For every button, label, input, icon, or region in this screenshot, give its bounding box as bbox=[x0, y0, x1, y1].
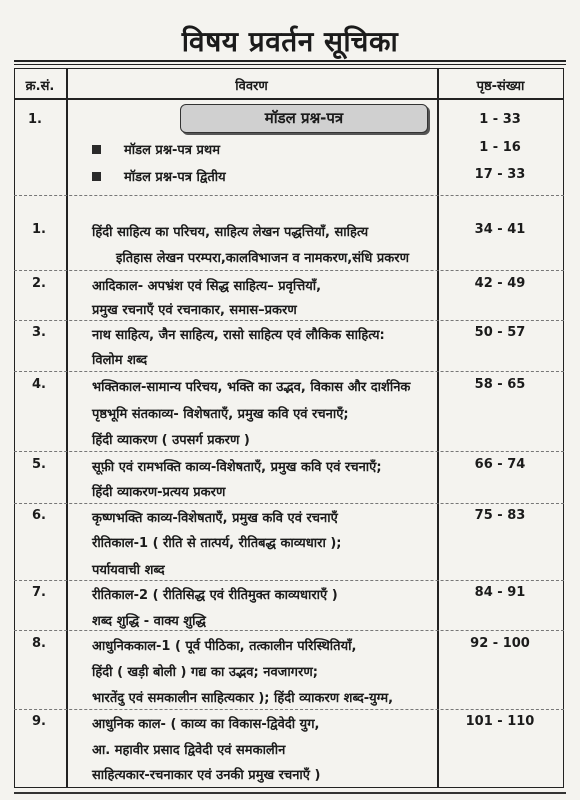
row-pages: 84 - 91 bbox=[474, 585, 526, 600]
row-text-line: शब्द शुद्धि - वाक्य शुद्धि bbox=[92, 614, 206, 629]
row-pages: 66 - 74 bbox=[474, 457, 526, 472]
header-pages: पृष्ठ-संख्या bbox=[476, 79, 525, 94]
row-pages: 101 - 110 bbox=[465, 714, 535, 729]
row-separator bbox=[14, 371, 564, 372]
row-number: 5. bbox=[32, 457, 46, 472]
row-text-line: नाथ साहित्य, जैन साहित्य, रासो साहित्य एवं लौकिक साहित्य: bbox=[92, 328, 385, 343]
model-paper-item: मॉडल प्रश्न-पत्र द्वितीय bbox=[124, 170, 226, 185]
row-pages: 1 - 33 bbox=[479, 112, 521, 127]
model-paper-item: मॉडल प्रश्न-पत्र प्रथम bbox=[124, 143, 220, 158]
row-text-line: भारतेंदु एवं समकालीन साहित्यकार ); हिंदी व्याकरण शब्द-युग्म, bbox=[92, 691, 394, 706]
row-separator bbox=[14, 630, 564, 631]
row-text-line: पृष्ठभूमि संतकाव्य- विशेषताएँ, प्रमुख कवि एवं रचनाएँ; bbox=[92, 407, 349, 422]
row-number: 8. bbox=[32, 636, 46, 651]
row-number: 1. bbox=[28, 112, 42, 127]
title-rule-thin bbox=[14, 64, 566, 65]
header-serial: क्र.सं. bbox=[25, 79, 55, 94]
model-paper-pages: 1 - 16 bbox=[479, 140, 521, 155]
row-text-line: आधुनिक काल- ( काव्य का विकास-द्विवेदी युग, bbox=[92, 717, 320, 732]
row-text-line: विलोम शब्द bbox=[92, 353, 148, 368]
row-pages: 58 - 65 bbox=[474, 377, 526, 392]
row-number: 2. bbox=[32, 276, 46, 291]
row-text-line: हिंदी व्याकरण ( उपसर्ग प्रकरण ) bbox=[92, 433, 250, 448]
row-text-line: कृष्णभक्ति काव्य-विशेषताएँ, प्रमुख कवि एवं रचनाएँ bbox=[92, 511, 338, 526]
row-number: 1. bbox=[32, 222, 46, 237]
row-text-line: आधुनिककाल-1 ( पूर्व पीठिका, तत्कालीन परिस्थितियाँ, bbox=[92, 639, 357, 654]
row-separator bbox=[14, 451, 564, 452]
row-pages: 75 - 83 bbox=[474, 508, 526, 523]
row-separator bbox=[14, 195, 564, 196]
column-divider-serial bbox=[66, 68, 68, 788]
row-text-line: आ. महावीर प्रसाद द्विवेदी एवं समकालीन bbox=[92, 743, 286, 758]
title-rule-thick bbox=[14, 60, 566, 62]
row-separator bbox=[14, 503, 564, 504]
row-number: 6. bbox=[32, 508, 46, 523]
bottom-rule bbox=[14, 792, 566, 794]
row-text-line: रीतिकाल-2 ( रीतिसिद्ध एवं रीतिमुक्त काव्यधाराएँ ) bbox=[92, 588, 338, 603]
row-text-line: हिंदी ( खड़ी बोली ) गद्य का उद्भव; नवजागरण; bbox=[92, 665, 318, 680]
row-number: 4. bbox=[32, 377, 46, 392]
row-pages: 34 - 41 bbox=[474, 222, 526, 237]
row-text-line: प्रमुख रचनाएँ एवं रचनाकार, समास–प्रकरण bbox=[92, 303, 297, 318]
row-separator bbox=[14, 709, 564, 710]
row-number: 3. bbox=[32, 325, 46, 340]
row-number: 9. bbox=[32, 714, 46, 729]
row-pages: 42 - 49 bbox=[474, 276, 526, 291]
square-bullet-icon bbox=[92, 172, 101, 181]
row-text-line: हिंदी साहित्य का परिचय, साहित्य लेखन पद्धत्तियाँ, साहित्य bbox=[92, 225, 369, 240]
page-title: विषय प्रवर्तन सूचिका bbox=[181, 25, 399, 58]
row-separator bbox=[14, 580, 564, 581]
row-text-line: पर्यायवाची शब्द bbox=[92, 563, 165, 578]
row-text-line: इतिहास लेखन परम्परा,कालविभाजन व नामकरण,संधि प्रकरण bbox=[116, 251, 409, 266]
row-text-line: हिंदी व्याकरण-प्रत्यय प्रकरण bbox=[92, 485, 226, 500]
row-text-line: आदिकाल- अपभ्रंश एवं सिद्ध साहित्य– प्रवृत्तियाँ, bbox=[92, 279, 322, 294]
row-pages: 92 - 100 bbox=[470, 636, 530, 651]
row-text-line: भक्तिकाल-सामान्य परिचय, भक्ति का उद्भव, विकास और दार्शनिक bbox=[92, 380, 411, 395]
header-description: विवरण bbox=[235, 79, 268, 94]
header-divider bbox=[14, 98, 564, 100]
row-pages: 50 - 57 bbox=[474, 325, 526, 340]
row-text-line: रीतिकाल-1 ( रीति से तात्पर्य, रीतिबद्ध काव्यधारा ); bbox=[92, 536, 342, 551]
row-separator bbox=[14, 270, 564, 271]
row-separator bbox=[14, 320, 564, 321]
row-text-line: साहित्यकार-रचनाकार एवं उनकी प्रमुख रचनाएँ ) bbox=[92, 768, 321, 783]
model-paper-pages: 17 - 33 bbox=[474, 167, 526, 182]
model-section-heading: मॉडल प्रश्न-पत्र bbox=[180, 104, 428, 133]
row-text-line: सूफ़ी एवं रामभक्ति काव्य-विशेषताएँ, प्रमुख कवि एवं रचनाएँ; bbox=[92, 460, 382, 475]
row-number: 7. bbox=[32, 585, 46, 600]
square-bullet-icon bbox=[92, 145, 101, 154]
